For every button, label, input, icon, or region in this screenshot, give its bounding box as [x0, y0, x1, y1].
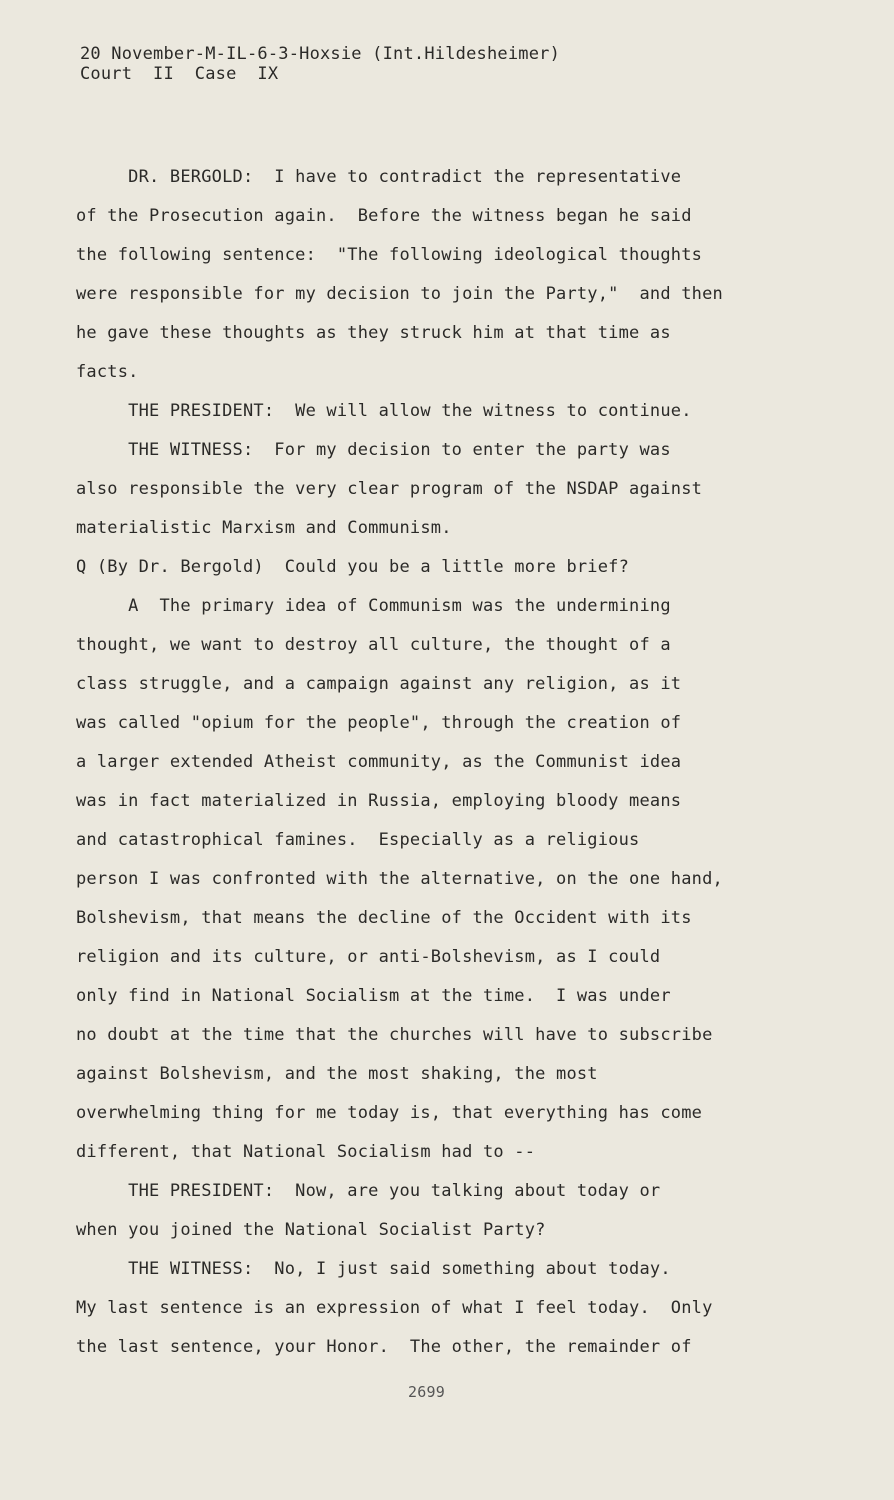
text-line: person I was confronted with the alternative, on the one hand, — [76, 869, 723, 889]
text-line: only find in National Socialism at the time. I was under — [76, 986, 671, 1006]
text-line: materialistic Marxism and Communism. — [76, 518, 452, 538]
text-line: facts. — [76, 362, 139, 382]
text-line: was called "opium for the people", through the creation of — [76, 713, 682, 733]
text-line: also responsible the very clear program of the NSDAP against — [76, 479, 703, 499]
text-line: of the Prosecution again. Before the witness began he said — [76, 206, 692, 226]
page-number: 2699 — [408, 1383, 445, 1401]
text-line: Q (By Dr. Bergold) Could you be a little more brief? — [76, 557, 630, 577]
text-line: THE PRESIDENT: We will allow the witness to continue. — [76, 401, 692, 421]
text-line: the last sentence, your Honor. The other, the remainder of — [76, 1337, 692, 1357]
text-line: the following sentence: "The following ideological thoughts — [76, 245, 703, 265]
text-line: Bolshevism, that means the decline of the Occident with its — [76, 908, 692, 928]
text-line: class struggle, and a campaign against any religion, as it — [76, 674, 682, 694]
text-line: religion and its culture, or anti-Bolshevism, as I could — [76, 947, 661, 967]
text-line: no doubt at the time that the churches will have to subscribe — [76, 1025, 713, 1045]
text-line: he gave these thoughts as they struck him at that time as — [76, 323, 671, 343]
text-line: THE PRESIDENT: Now, are you talking about today or — [76, 1181, 661, 1201]
text-line: thought, we want to destroy all culture, the thought of a — [76, 635, 671, 655]
text-line: and catastrophical famines. Especially as a religious — [76, 830, 640, 850]
text-line: when you joined the National Socialist Party? — [76, 1220, 546, 1240]
text-line: against Bolshevism, and the most shaking, the most — [76, 1064, 598, 1084]
text-line: overwhelming thing for me today is, that everything has come — [76, 1103, 703, 1123]
header-line-2: Court II Case IX — [80, 64, 279, 84]
transcript-body — [76, 158, 796, 1367]
text-line: was in fact materialized in Russia, employing bloody means — [76, 791, 682, 811]
text-line: My last sentence is an expression of what I feel today. Only — [76, 1298, 713, 1318]
document-header — [80, 44, 560, 84]
header-line-1: 20 November-M-IL-6-3-Hoxsie (Int.Hildesheimer) — [80, 44, 561, 64]
text-line: were responsible for my decision to join the Party," and then — [76, 284, 723, 304]
text-line: different, that National Socialism had to -- — [76, 1142, 536, 1162]
text-line: A The primary idea of Communism was the undermining — [76, 596, 671, 616]
text-line: a larger extended Atheist community, as the Communist idea — [76, 752, 682, 772]
text-line: THE WITNESS: For my decision to enter the party was — [76, 440, 671, 460]
text-line: DR. BERGOLD: I have to contradict the representative — [76, 167, 682, 187]
text-line: THE WITNESS: No, I just said something about today. — [76, 1259, 671, 1279]
